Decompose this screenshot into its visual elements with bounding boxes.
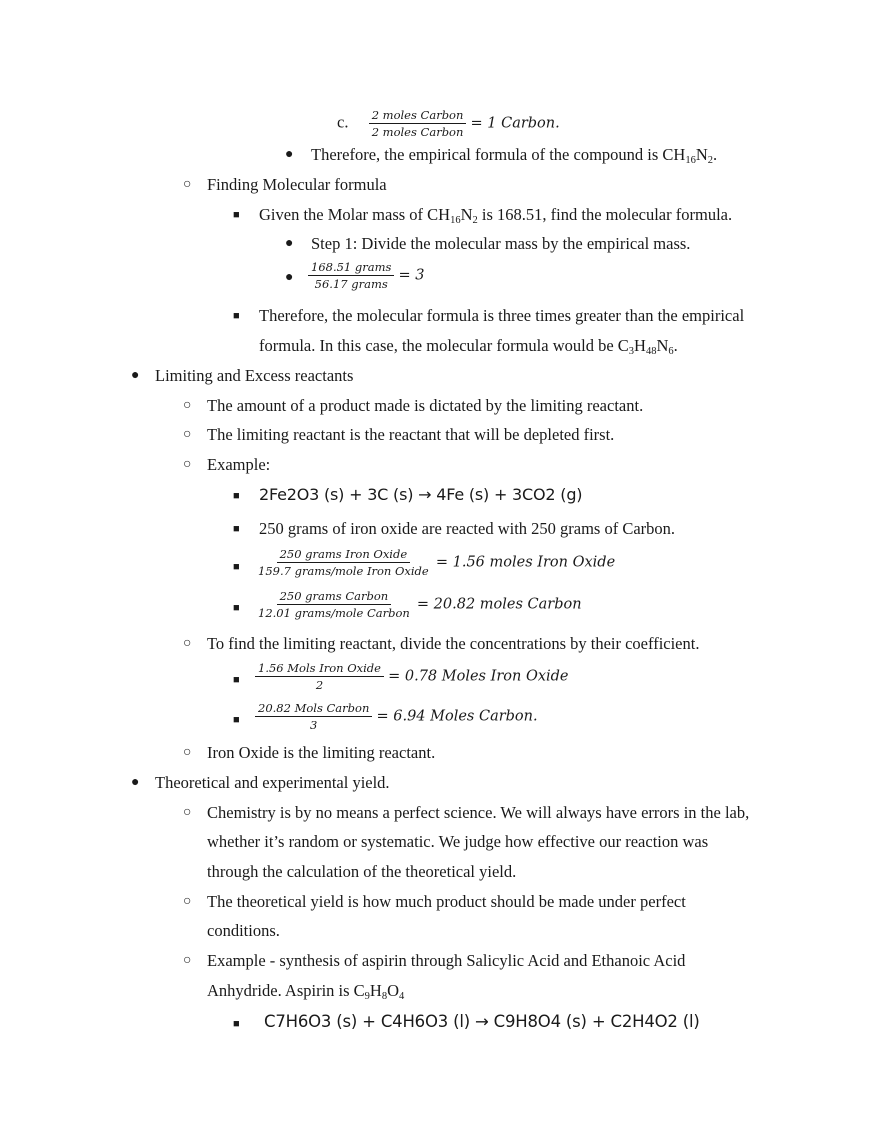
- example-label: Example:: [207, 455, 271, 474]
- calc4-result: = 6.94 Moles Carbon.: [376, 708, 538, 725]
- yield-heading: Theoretical and experimental yield.: [155, 773, 390, 792]
- ratio-result: = 3: [398, 267, 425, 284]
- disc-bullet: ●: [131, 368, 140, 383]
- fraction-denominator: 3: [310, 718, 318, 732]
- square-bullet: ■: [233, 674, 240, 686]
- fraction-denominator: 12.01 grams/mole Carbon: [258, 606, 410, 620]
- calc3-result: = 0.78 Moles Iron Oxide: [388, 668, 569, 685]
- subscript: 2: [472, 215, 478, 226]
- square-bullet: ■: [233, 561, 240, 573]
- step-c-line: [337, 108, 560, 139]
- therefore-molecular-line-1: Therefore, the molecular formula is three times greater than the empirical: [259, 306, 745, 325]
- element-symbol: N: [656, 336, 669, 355]
- to-find-line: To find the limiting reactant, divide the concentrations by their coefficient.: [207, 634, 700, 653]
- fraction-denominator: 159.7 grams/mole Iron Oxide: [258, 564, 429, 578]
- chemistry-line-1: Chemistry is by no means a perfect science. We will always have errors in the lab,: [207, 803, 750, 822]
- fraction-numerator: 2 moles Carbon: [369, 108, 467, 124]
- period: .: [673, 336, 678, 355]
- square-bullet: ■: [233, 1018, 240, 1030]
- circle-bullet: ○: [183, 177, 192, 192]
- element-symbol: N: [695, 145, 708, 164]
- limiting-heading: Limiting and Excess reactants: [155, 366, 354, 385]
- limiting-definition-line: The limiting reactant is the reactant that will be depleted first.: [207, 425, 615, 444]
- subscript: 8: [381, 991, 388, 1002]
- calc1-fraction: [255, 547, 432, 578]
- chemistry-line-2: whether it’s random or systematic. We judge how effective our reaction was: [207, 832, 709, 851]
- amount-line: The amount of a product made is dictated by the limiting reactant.: [207, 396, 644, 415]
- theoretical-line-2: conditions.: [207, 921, 280, 940]
- calc3-line: [255, 661, 569, 692]
- calc3-fraction: [255, 661, 384, 692]
- circle-bullet: ○: [183, 398, 192, 413]
- circle-bullet: ○: [183, 457, 192, 472]
- step-c-label: c.: [337, 112, 349, 132]
- square-bullet: ■: [233, 490, 240, 502]
- element-symbol: N: [460, 205, 473, 224]
- calc4-fraction: [255, 701, 372, 732]
- calc1-result: = 1.56 moles Iron Oxide: [435, 554, 616, 571]
- circle-bullet: ○: [183, 745, 192, 760]
- subscript: 6: [668, 346, 674, 357]
- element-symbol: H: [634, 336, 646, 355]
- square-bullet: ■: [233, 310, 240, 322]
- empirical-text: Therefore, the empirical formula of the compound is CH: [311, 145, 686, 164]
- finding-molecular-line: Finding Molecular formula: [207, 175, 387, 194]
- fraction-numerator: 20.82 Mols Carbon: [255, 701, 372, 717]
- disc-bullet: ●: [285, 236, 294, 251]
- disc-bullet: ●: [131, 775, 140, 790]
- circle-bullet: ○: [183, 427, 192, 442]
- example2-line-1: Example - synthesis of aspirin through Salicylic Acid and Ethanoic Acid: [207, 951, 686, 970]
- fraction-numerator: 1.56 Mols Iron Oxide: [255, 661, 384, 677]
- subscript: 48: [645, 346, 657, 357]
- fraction-numerator: 250 grams Carbon: [277, 589, 392, 605]
- given-text-end: is 168.51, find the molecular formula.: [477, 205, 733, 224]
- ratio-line: [308, 260, 425, 291]
- fraction-denominator: 56.17 grams: [314, 277, 388, 291]
- calc2-fraction: [255, 589, 413, 620]
- square-bullet: ■: [233, 523, 240, 535]
- step-c-fraction: [369, 108, 467, 139]
- chemistry-line-3: through the calculation of the theoretical yield.: [207, 862, 517, 881]
- square-bullet: ■: [233, 714, 240, 726]
- circle-bullet: ○: [183, 805, 192, 820]
- fraction-numerator: 250 grams Iron Oxide: [277, 547, 411, 563]
- therefore-molecular-line-2: [259, 336, 678, 356]
- circle-bullet: ○: [183, 953, 192, 968]
- theoretical-line-1: The theoretical yield is how much product should be made under perfect: [207, 892, 686, 911]
- aspirin-text: Anhydride. Aspirin is C: [207, 981, 365, 1000]
- subscript: 9: [364, 991, 370, 1002]
- square-bullet: ■: [233, 602, 240, 614]
- grams-line: 250 grams of iron oxide are reacted with 250 grams of Carbon.: [259, 519, 676, 538]
- fraction-denominator: 2 moles Carbon: [371, 125, 464, 139]
- reaction-equation-1: 2Fe2O3 (s) + 3C (s) → 4Fe (s) + 3CO2 (g): [259, 485, 583, 504]
- calc2-result: = 20.82 moles Carbon: [416, 596, 582, 613]
- given-line: [259, 205, 732, 225]
- calc4-line: [255, 701, 538, 732]
- subscript: 16: [685, 155, 696, 166]
- step1-line: Step 1: Divide the molecular mass by the empirical mass.: [311, 234, 691, 253]
- reaction-equation-2: C7H6O3 (s) + C4H6O3 (l) → C9H8O4 (s) + C2H4O2 (l): [264, 1012, 700, 1031]
- subscript: 16: [450, 215, 461, 226]
- empirical-formula-line: [311, 145, 717, 165]
- step-c-result: = 1 Carbon.: [470, 115, 560, 132]
- iron-oxide-limiting-line: Iron Oxide is the limiting reactant.: [207, 743, 436, 762]
- square-bullet: ■: [233, 209, 240, 221]
- ratio-fraction: [308, 260, 394, 291]
- calc1-line: [255, 547, 615, 578]
- given-text: Given the Molar mass of CH: [259, 205, 451, 224]
- calc2-line: [255, 589, 582, 620]
- example2-line-2: [207, 981, 404, 1001]
- subscript: 3: [628, 346, 635, 357]
- period: .: [713, 145, 718, 164]
- fraction-numerator: 168.51 grams: [308, 260, 394, 276]
- subscript: 4: [399, 991, 405, 1002]
- disc-bullet: ●: [285, 270, 294, 285]
- disc-bullet: ●: [285, 147, 294, 162]
- element-symbol: H: [369, 981, 382, 1000]
- circle-bullet: ○: [183, 894, 192, 909]
- element-symbol: O: [387, 981, 400, 1000]
- fraction-denominator: 2: [315, 678, 324, 692]
- subscript: 2: [707, 155, 714, 166]
- circle-bullet: ○: [183, 636, 192, 651]
- molecular-text: formula. In this case, the molecular formula would be C: [259, 336, 629, 355]
